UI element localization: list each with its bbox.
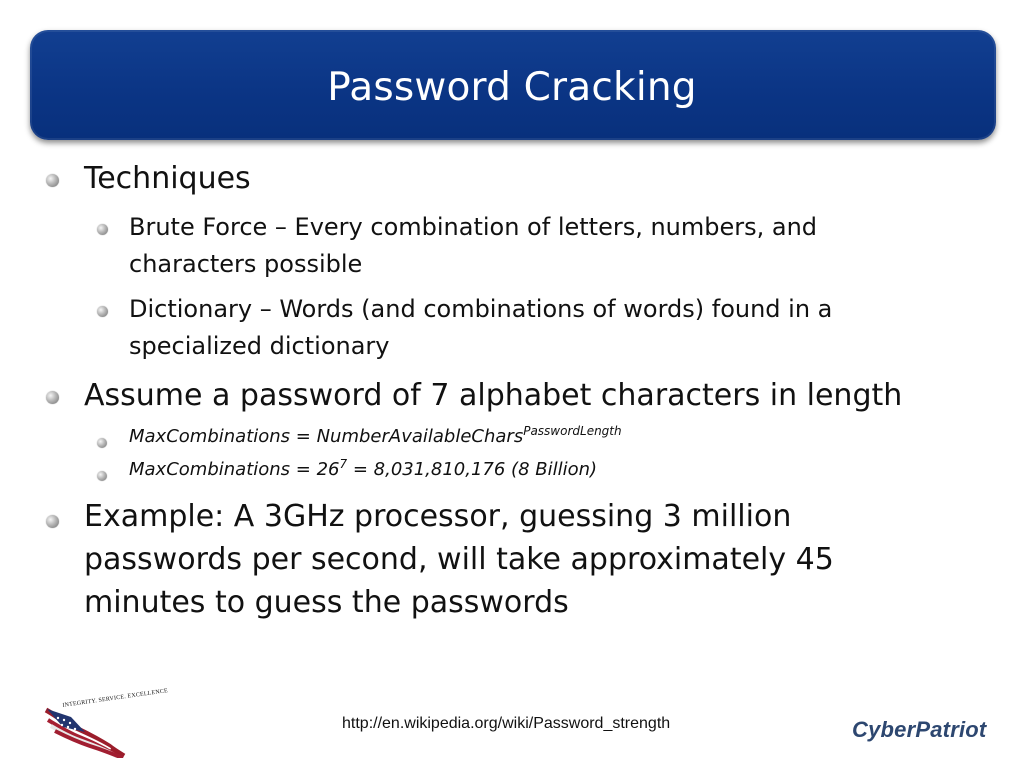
formula-1	[129, 425, 622, 449]
formula-2-result: = 8,031,810,176 (8 Billion)	[347, 459, 598, 480]
assumption-text: Assume a password of 7 alphabet characters in length	[84, 378, 903, 413]
dictionary-line-1: Dictionary – Words (and combinations of words) found in a	[129, 295, 833, 323]
brute-force-line-1: Brute Force – Every combination of letters, numbers, and	[129, 213, 818, 241]
bullet-icon	[46, 391, 59, 404]
source-link[interactable]: http://en.wikipedia.org/wiki/Password_strength	[342, 715, 671, 732]
cyberpatriot-logo: CyberPatriot	[852, 717, 987, 742]
bullet-icon	[97, 224, 108, 235]
example-line-3: minutes to guess the passwords	[84, 585, 569, 620]
bullet-icon	[97, 306, 108, 317]
bullet-techniques: Techniques	[84, 161, 251, 196]
brute-force-line-2: characters possible	[129, 250, 363, 278]
formula-2	[129, 458, 597, 482]
bullet-icon	[46, 174, 59, 187]
dictionary-line-2: specialized dictionary	[129, 332, 390, 360]
example-line-2: passwords per second, will take approximately 45	[84, 542, 834, 577]
american-flag-icon	[39, 702, 137, 758]
bullet-icon	[97, 471, 107, 481]
bullet-icon	[46, 515, 59, 528]
slide-title: Password Cracking	[327, 65, 697, 110]
formula-1-base: MaxCombinations = NumberAvailableChars	[129, 426, 524, 447]
formula-2-exponent: 7	[339, 457, 348, 471]
flag-caption: INTEGRITY. SERVICE. EXCELLENCE	[62, 688, 169, 709]
formula-1-exponent: PasswordLength	[523, 424, 622, 438]
formula-2-base: MaxCombinations = 26	[129, 459, 340, 480]
flag-emblem	[39, 688, 169, 758]
example-line-1: Example: A 3GHz processor, guessing 3 million	[84, 499, 792, 534]
bullet-icon	[97, 438, 107, 448]
